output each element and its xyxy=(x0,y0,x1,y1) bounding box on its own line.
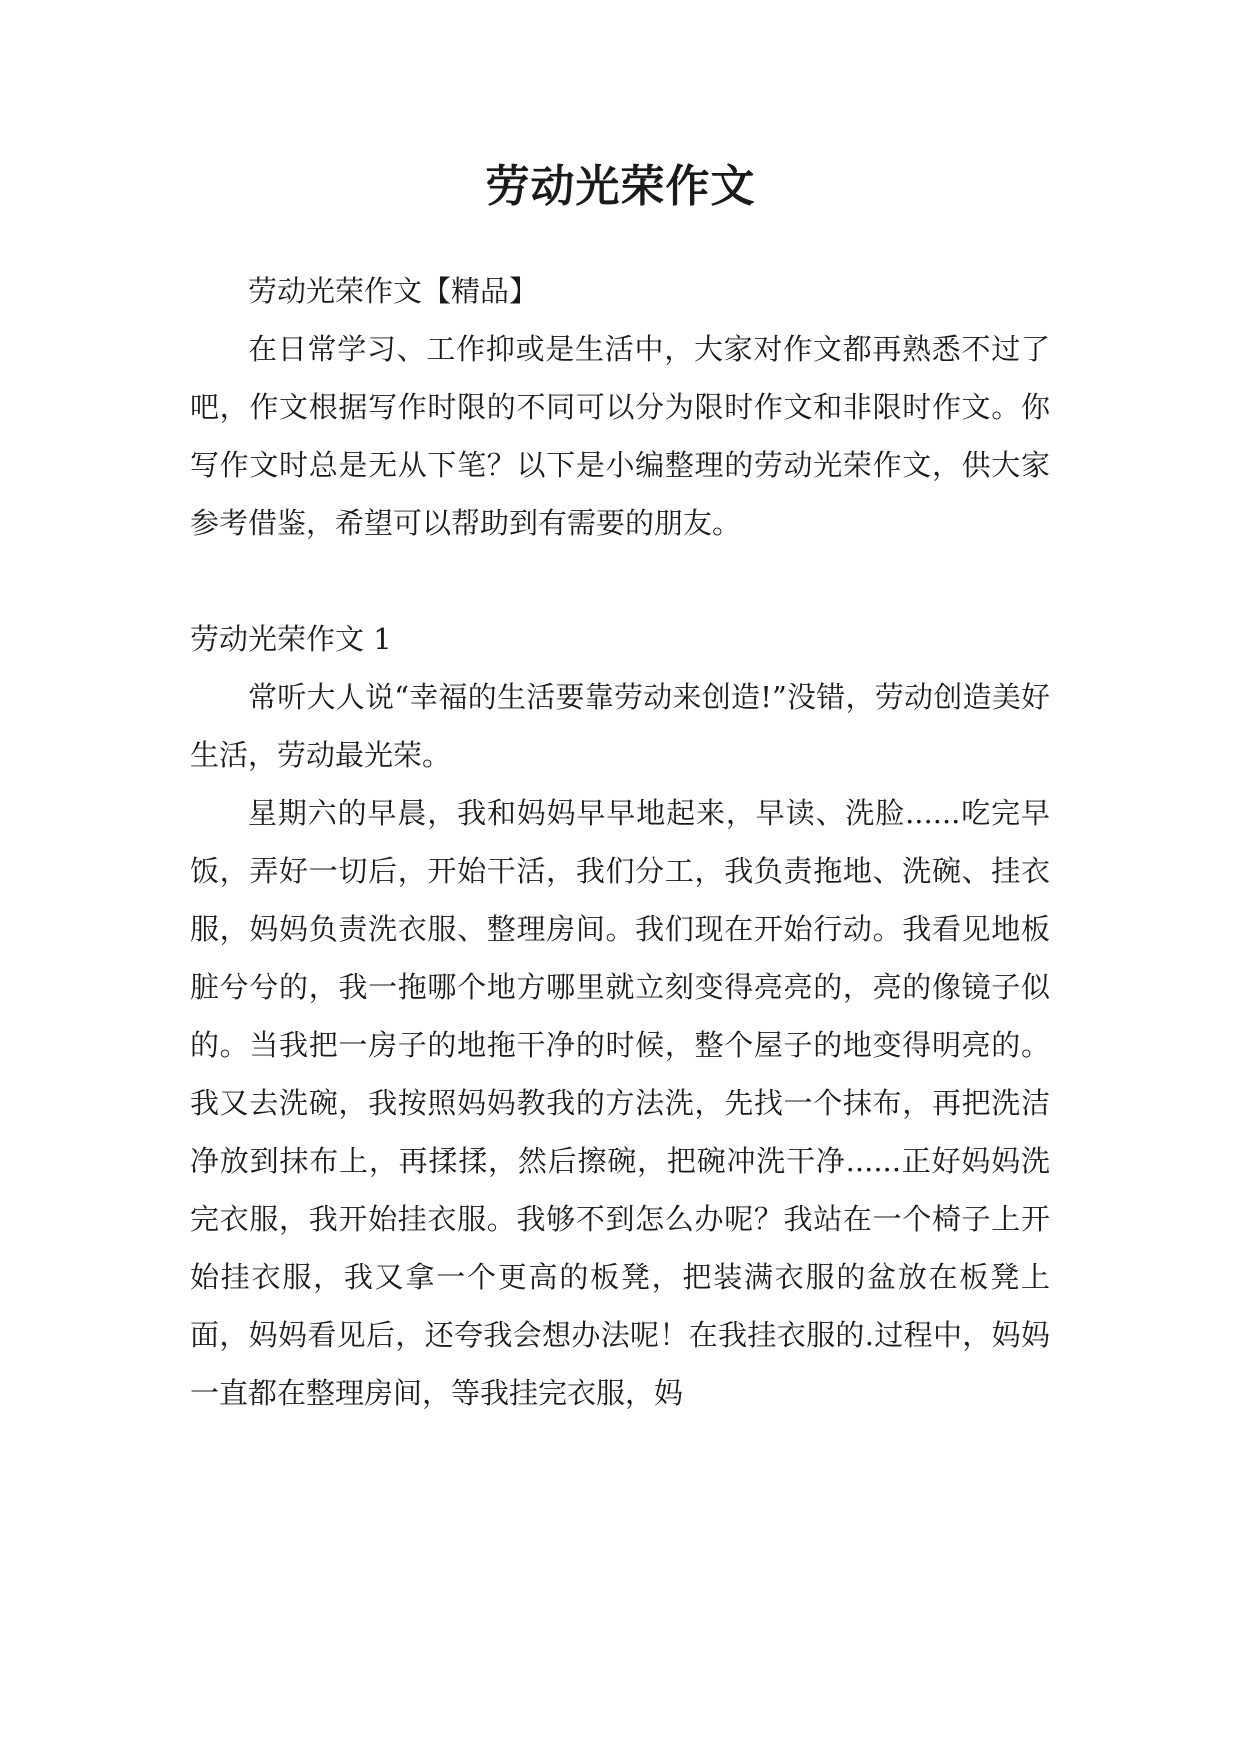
section-heading: 劳动光荣作文 1 xyxy=(190,622,392,656)
document-body xyxy=(190,262,1050,1422)
section-spacer xyxy=(190,552,1050,610)
body-paragraph-2: 星期六的早晨，我和妈妈早早地起来，早读、洗脸......吃完早饭，弄好一切后，开始干活，我们分工，我负责拖地、洗碗、挂衣服，妈妈负责洗衣服、整理房间。我们现在开始行动。我看见地板脏兮兮的，我一拖哪个地方哪里就立刻变得亮亮的，亮的像镜子似的。当我把一房子的地拖干净的时候，整个屋子的地变得明亮的。我又去洗碗，我按照妈妈教我的方法洗，先找一个抹布，再把洗洁净放到抹布上，再揉揉，然后擦碗，把碗冲洗干净......正好妈妈洗完衣服，我开始挂衣服。我够不到怎么办呢？我站在一个椅子上开始挂衣服，我又拿一个更高的板凳，把装满衣服的盆放在板凳上面，妈妈看见后，还夸我会想办法呢！在我挂衣服的.过程中，妈妈一直都在整理房间，等我挂完衣服，妈 xyxy=(190,796,1050,1410)
page-title: 劳动光荣作文 xyxy=(485,161,756,212)
intro-paragraph: 在日常学习、工作抑或是生活中，大家对作文都再熟悉不过了吧，作文根据写作时限的不同可以分为限时作文和非限时作文。你写作文时总是无从下笔？以下是小编整理的劳动光荣作文，供大家参考借鉴，希望可以帮助到有需要的朋友。 xyxy=(190,332,1050,540)
body-paragraph-1: 常听大人说“幸福的生活要靠劳动来创造!”没错，劳动创造美好生活，劳动最光荣。 xyxy=(190,680,1050,772)
document-subtitle: 劳动光荣作文【精品】 xyxy=(248,274,539,308)
